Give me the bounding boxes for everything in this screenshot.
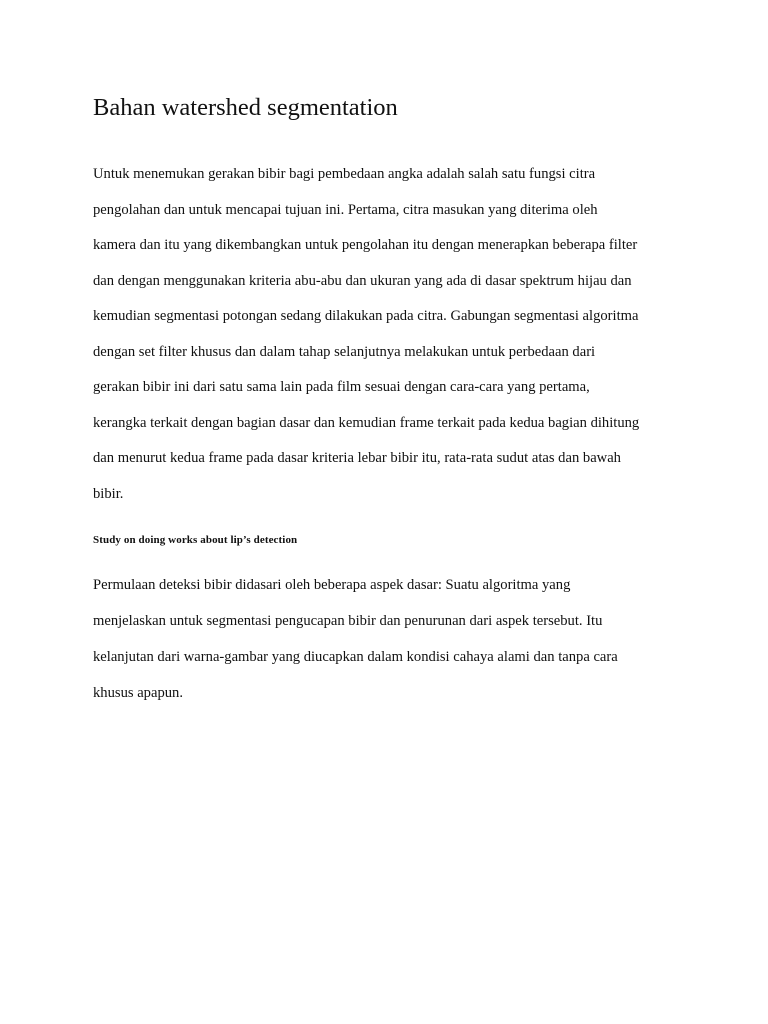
paragraph-line: kemudian segmentasi potongan sedang dilakukan pada citra. Gabungan segmentasi algoritma — [93, 308, 639, 324]
paragraph-line: kerangka terkait dengan bagian dasar dan kemudian frame terkait pada kedua bagian dihitung — [93, 415, 640, 431]
section-subheading: Study on doing works about lip’s detection — [93, 534, 298, 546]
document-title: Bahan watershed segmentation — [93, 94, 398, 121]
paragraph-line: kelanjutan dari warna-gambar yang diucapkan dalam kondisi cahaya alami dan tanpa cara — [93, 649, 618, 665]
paragraph-line: dan dengan menggunakan kriteria abu-abu dan ukuran yang ada di dasar spektrum hijau dan — [93, 273, 632, 289]
paragraph-line: Untuk menemukan gerakan bibir bagi pembedaan angka adalah salah satu fungsi citra — [93, 166, 596, 182]
paragraph-line: dan menurut kedua frame pada dasar kriteria lebar bibir itu, rata-rata sudut atas dan bawah — [93, 450, 621, 466]
paragraph-line: khusus apapun. — [93, 685, 183, 701]
paragraph-line: pengolahan dan untuk mencapai tujuan ini. Pertama, citra masukan yang diterima oleh — [93, 202, 598, 218]
paragraph-line: bibir. — [93, 486, 124, 502]
paragraph-line: gerakan bibir ini dari satu sama lain pada film sesuai dengan cara-cara yang pertama, — [93, 379, 590, 395]
paragraph-line: Permulaan deteksi bibir didasari oleh beberapa aspek dasar: Suatu algoritma yang — [93, 577, 571, 593]
paragraph-line: dengan set filter khusus dan dalam tahap selanjutnya melakukan untuk perbedaan dari — [93, 344, 596, 360]
paragraph-line: kamera dan itu yang dikembangkan untuk pengolahan itu dengan menerapkan beberapa filter — [93, 237, 638, 253]
paragraph-line: menjelaskan untuk segmentasi pengucapan bibir dan penurunan dari aspek tersebut. Itu — [93, 613, 603, 629]
